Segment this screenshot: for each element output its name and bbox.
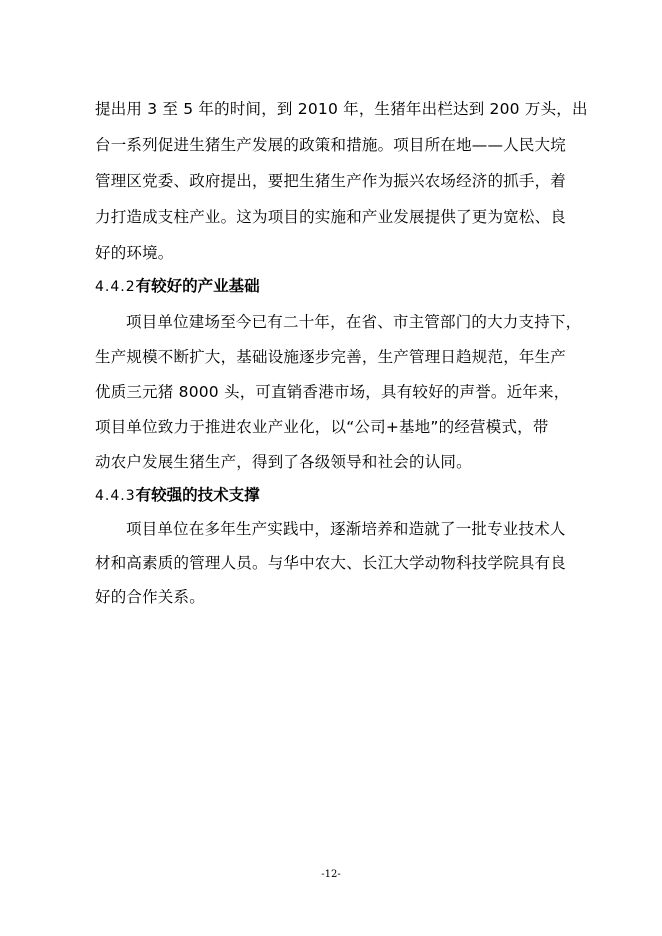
- paragraph-line: 台一系列促进生猪生产发展的政策和措施。项目所在地——人民大垸: [95, 136, 567, 154]
- paragraph-line: 提出用 3 至 5 年的时间，到 2010 年，生猪年出栏达到 200 万头，出: [95, 100, 588, 118]
- page-number: -12-: [321, 869, 341, 880]
- paragraph-line: 项目单位致力于推进农业产业化，以“公司+基地”的经营模式，带: [95, 418, 549, 436]
- paragraph-line: 动农户发展生猪生产，得到了各级领导和社会的认同。: [95, 453, 472, 471]
- section-number: 4.4.3: [95, 488, 136, 504]
- paragraph-line: 好的合作关系。: [95, 588, 205, 606]
- section-heading-443: [95, 484, 260, 506]
- paragraph-line: 优质三元猪 8000 头，可直销香港市场，具有较好的声誉。近年来，: [95, 383, 570, 401]
- section-title: 有较好的产业基础: [135, 277, 260, 295]
- section-title: 有较强的技术支撑: [135, 486, 260, 504]
- paragraph-line: 好的环境。: [95, 244, 174, 262]
- paragraph-line: 材和高素质的管理人员。与华中农大、长江大学动物科技学院具有良: [95, 554, 567, 572]
- paragraph-line: 管理区党委、政府提出，要把生猪生产作为振兴农场经济的抓手，着: [95, 172, 567, 190]
- paragraph-line: 项目单位在多年生产实践中，逐渐培养和造就了一批专业技术人: [126, 520, 566, 538]
- paragraph-line: 力打造成支柱产业。这为项目的实施和产业发展提供了更为宽松、良: [95, 208, 567, 226]
- section-number: 4.4.2: [95, 279, 136, 295]
- section-heading-442: [95, 275, 260, 297]
- paragraph-line: 项目单位建场至今已有二十年，在省、市主管部门的大力支持下，: [126, 313, 582, 331]
- paragraph-line: 生产规模不断扩大，基础设施逐步完善，生产管理日趋规范，年生产: [95, 348, 567, 366]
